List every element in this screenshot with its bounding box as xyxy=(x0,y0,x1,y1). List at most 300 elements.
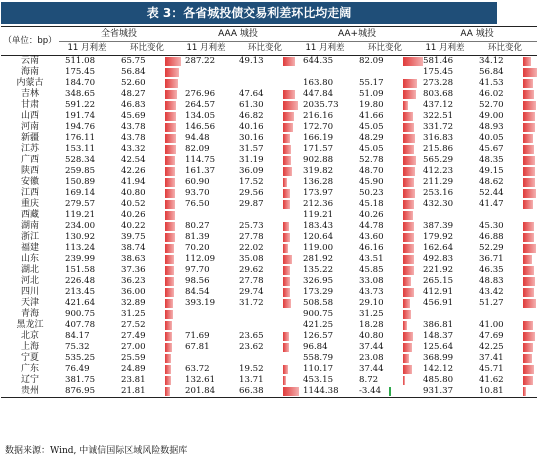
group-header-aa: AA 城投 xyxy=(417,27,537,42)
spread-cell: 76.49 xyxy=(65,364,90,374)
change-bar xyxy=(523,255,532,264)
spread-cell: 511.08 xyxy=(65,56,96,66)
change-cell xyxy=(473,111,537,122)
change-bar xyxy=(523,233,534,242)
change-value: 48.93 xyxy=(479,122,504,132)
change-cell xyxy=(473,353,537,364)
spread-cell: 146.56 xyxy=(185,122,216,132)
col-header-change: 环比变化 xyxy=(353,42,417,56)
change-value: 8.72 xyxy=(359,375,379,385)
change-cell xyxy=(233,56,297,68)
group-header-aaa: AAA 城投 xyxy=(179,27,297,42)
change-bar xyxy=(523,167,535,176)
change-value: 23.08 xyxy=(359,353,384,363)
change-cell xyxy=(473,375,537,386)
province-cell: 上海 xyxy=(20,342,39,352)
change-value: 37.44 xyxy=(359,342,384,352)
spread-cell: 126.57 xyxy=(303,331,334,341)
change-value: 32.89 xyxy=(121,298,146,308)
spread-table xyxy=(1,26,537,398)
change-value: 43.32 xyxy=(121,144,146,154)
change-value: 19.80 xyxy=(359,100,384,110)
spread-cell: 194.76 xyxy=(65,122,96,132)
change-value: 43.78 xyxy=(121,133,146,143)
change-value: 18.28 xyxy=(359,320,384,330)
change-value: 36.71 xyxy=(479,254,504,264)
change-bar xyxy=(523,299,536,308)
change-cell xyxy=(233,166,297,177)
change-value: 52.70 xyxy=(479,100,504,110)
spread-cell: 93.70 xyxy=(185,188,210,198)
change-value: 55.17 xyxy=(359,78,384,88)
change-bar xyxy=(403,200,414,209)
change-value: 30.16 xyxy=(239,133,264,143)
province-cell: 重庆 xyxy=(20,199,39,209)
change-bar xyxy=(165,145,176,154)
spread-cell: 142.12 xyxy=(423,364,454,374)
change-bar xyxy=(523,200,533,209)
table-row xyxy=(1,375,537,386)
change-cell xyxy=(115,221,179,232)
change-bar xyxy=(165,233,175,242)
table-row xyxy=(1,364,537,375)
change-value: 40.26 xyxy=(359,210,384,220)
table-row xyxy=(1,353,537,364)
change-bar xyxy=(283,277,290,286)
change-value: 41.00 xyxy=(479,320,504,330)
change-value: 10.81 xyxy=(479,386,504,396)
spread-cell: 130.92 xyxy=(65,232,96,242)
change-bar xyxy=(523,90,534,99)
change-cell xyxy=(353,111,417,122)
change-bar xyxy=(283,244,288,253)
change-value: 27.78 xyxy=(239,276,264,286)
spread-cell: 535.25 xyxy=(65,353,96,363)
table-body xyxy=(1,56,537,398)
change-value: 38.63 xyxy=(121,254,146,264)
province-cell: 黑龙江 xyxy=(16,320,44,330)
change-cell xyxy=(473,166,537,177)
change-value: 45.05 xyxy=(359,144,384,154)
change-bar xyxy=(165,255,174,264)
change-cell xyxy=(115,56,179,68)
spread-cell: 76.50 xyxy=(185,199,210,209)
province-cell: 山西 xyxy=(20,111,39,121)
change-value: 22.02 xyxy=(239,243,264,253)
change-cell xyxy=(115,353,179,364)
change-value: 48.29 xyxy=(359,133,384,143)
change-cell xyxy=(115,188,179,199)
change-bar xyxy=(165,365,171,374)
change-value: 31.72 xyxy=(239,298,264,308)
change-cell xyxy=(115,166,179,177)
spread-cell: 264.57 xyxy=(185,100,216,110)
change-bar xyxy=(523,387,526,396)
change-cell xyxy=(233,364,297,375)
spread-cell: 287.22 xyxy=(185,56,216,66)
table-row xyxy=(1,210,537,221)
province-cell: 安徽 xyxy=(20,177,39,187)
change-value: 40.22 xyxy=(121,221,146,231)
change-bar xyxy=(523,266,534,275)
change-value: 48.35 xyxy=(479,155,504,165)
province-cell: 江苏 xyxy=(20,144,39,154)
change-value: 17.52 xyxy=(239,177,264,187)
spread-cell: 900.75 xyxy=(65,309,96,319)
change-bar xyxy=(165,57,181,66)
change-cell xyxy=(473,67,537,78)
change-cell xyxy=(473,56,537,68)
spread-cell: 456.91 xyxy=(423,298,454,308)
change-value: 48.70 xyxy=(359,166,384,176)
spread-cell: 322.51 xyxy=(423,111,454,121)
spread-cell: 125.64 xyxy=(423,342,454,352)
change-bar xyxy=(165,277,174,286)
change-value: 40.52 xyxy=(121,199,146,209)
table-row xyxy=(1,386,537,398)
change-bar xyxy=(165,288,174,297)
spread-cell: 453.15 xyxy=(303,375,334,385)
change-value: 35.08 xyxy=(239,254,264,264)
change-bar xyxy=(523,376,533,385)
change-bar xyxy=(165,354,171,363)
change-cell xyxy=(473,309,537,320)
change-value: 41.66 xyxy=(359,111,384,121)
change-bar xyxy=(165,310,173,319)
spread-cell: 201.84 xyxy=(179,386,233,398)
change-cell xyxy=(115,133,179,144)
province-cell: 山东 xyxy=(20,254,39,264)
change-bar xyxy=(283,112,294,121)
spread-cell: 119.21 xyxy=(303,210,334,220)
change-bar xyxy=(283,145,291,154)
change-bar xyxy=(403,354,409,363)
spread-cell xyxy=(179,78,233,89)
spread-cell: 386.81 xyxy=(423,320,454,330)
change-bar xyxy=(283,178,287,187)
table-row xyxy=(1,298,537,309)
change-value: 36.09 xyxy=(239,166,264,176)
change-value: 45.85 xyxy=(359,265,384,275)
change-cell xyxy=(115,111,179,122)
change-value: 42.26 xyxy=(121,166,146,176)
change-value: 45.71 xyxy=(479,364,504,374)
change-cell xyxy=(473,100,537,111)
change-value: 45.30 xyxy=(479,221,504,231)
spread-cell: 213.45 xyxy=(65,287,96,297)
change-bar xyxy=(403,255,414,264)
change-cell xyxy=(353,199,417,210)
change-cell xyxy=(115,265,179,276)
table-row xyxy=(1,177,537,188)
spread-cell: 447.84 xyxy=(303,89,334,99)
spread-cell: 876.95 xyxy=(59,386,115,398)
change-value: 37.44 xyxy=(359,364,384,374)
spread-cell: 2035.73 xyxy=(303,100,339,110)
spread-cell: 412.23 xyxy=(423,166,454,176)
change-cell xyxy=(473,221,537,232)
change-bar xyxy=(283,299,291,308)
spread-cell xyxy=(179,309,233,320)
change-value: 25.73 xyxy=(239,221,264,231)
change-bar xyxy=(403,123,414,132)
change-value: 21.81 xyxy=(121,386,146,396)
province-cell: 宁夏 xyxy=(20,353,39,363)
change-bar xyxy=(283,101,298,110)
change-cell xyxy=(115,254,179,265)
change-bar xyxy=(165,211,175,220)
change-value: 40.16 xyxy=(239,122,264,132)
spread-cell: 175.45 xyxy=(423,67,454,77)
change-cell xyxy=(233,243,297,254)
change-cell xyxy=(115,67,179,78)
province-cell: 河北 xyxy=(20,276,39,286)
province-cell: 内蒙古 xyxy=(16,78,44,88)
spread-cell: 387.39 xyxy=(423,221,454,231)
spread-cell: 169.14 xyxy=(65,188,96,198)
change-value: 47.64 xyxy=(239,89,264,99)
change-cell xyxy=(233,67,297,78)
table-row xyxy=(1,309,537,320)
change-cell xyxy=(353,342,417,353)
change-bar xyxy=(165,101,176,110)
change-value: 27.49 xyxy=(121,331,146,341)
change-value: 27.00 xyxy=(121,342,146,352)
spread-cell: 67.81 xyxy=(185,342,210,352)
change-cell xyxy=(115,364,179,375)
province-cell: 北京 xyxy=(20,331,39,341)
change-bar xyxy=(283,266,290,275)
spread-cell xyxy=(179,353,233,364)
table-title: 表 3：各省城投债交易利差环比均走阔 xyxy=(1,2,497,24)
change-bar xyxy=(283,233,290,242)
change-value: 45.18 xyxy=(359,199,384,209)
spread-cell: 485.80 xyxy=(423,375,454,385)
change-value: 31.25 xyxy=(359,309,384,319)
change-cell xyxy=(353,155,417,166)
change-cell xyxy=(115,342,179,353)
change-cell xyxy=(473,276,537,287)
change-bar xyxy=(165,112,176,121)
change-cell xyxy=(233,309,297,320)
change-value: 46.83 xyxy=(121,100,146,110)
change-cell xyxy=(233,133,297,144)
spread-cell: 221.92 xyxy=(423,265,454,275)
change-cell xyxy=(233,276,297,287)
change-bar xyxy=(523,222,534,231)
change-cell xyxy=(353,177,417,188)
spread-cell: 211.29 xyxy=(423,177,454,187)
change-bar xyxy=(283,189,290,198)
change-cell xyxy=(353,122,417,133)
table-row xyxy=(1,243,537,254)
spread-cell: 113.24 xyxy=(65,243,96,253)
change-bar xyxy=(523,79,533,88)
change-value: 38.74 xyxy=(121,243,146,253)
change-cell xyxy=(115,155,179,166)
spread-cell: 150.89 xyxy=(65,177,96,187)
group-header-aa-plus: AA+城投 xyxy=(297,27,417,42)
change-cell xyxy=(233,353,297,364)
spread-cell: 163.80 xyxy=(303,78,334,88)
change-value: 56.84 xyxy=(121,67,146,77)
change-cell xyxy=(233,265,297,276)
change-value: 48.27 xyxy=(121,89,146,99)
change-bar xyxy=(403,134,415,143)
spread-cell: 437.12 xyxy=(423,100,454,110)
change-bar xyxy=(403,299,410,308)
change-bar xyxy=(283,255,292,264)
change-cell xyxy=(115,287,179,298)
change-cell xyxy=(353,254,417,265)
change-bar xyxy=(165,266,174,275)
col-header-spread: 11 月利差 xyxy=(297,42,353,56)
change-cell xyxy=(115,276,179,287)
table-row xyxy=(1,155,537,166)
spread-cell: 393.19 xyxy=(185,298,216,308)
change-cell xyxy=(353,166,417,177)
change-value: 66.38 xyxy=(239,386,264,396)
change-cell xyxy=(353,133,417,144)
change-value: 48.62 xyxy=(479,177,504,187)
province-cell: 云南 xyxy=(20,56,39,66)
spread-cell: 96.84 xyxy=(303,342,328,352)
change-cell xyxy=(115,177,179,188)
spread-cell: 119.21 xyxy=(65,210,96,220)
change-cell xyxy=(233,254,297,265)
spread-cell: 81.39 xyxy=(185,232,210,242)
change-cell xyxy=(353,210,417,221)
change-bar xyxy=(165,299,173,308)
spread-cell: 316.83 xyxy=(423,133,454,143)
change-cell xyxy=(233,386,297,398)
table-row xyxy=(1,133,537,144)
change-value: 23.62 xyxy=(239,342,264,352)
spread-cell: 97.70 xyxy=(185,265,210,275)
change-cell xyxy=(233,188,297,199)
change-bar xyxy=(165,376,171,385)
change-bar xyxy=(283,343,289,352)
spread-cell: 234.00 xyxy=(65,221,96,231)
change-value: 42.25 xyxy=(479,342,504,352)
spread-cell: 276.96 xyxy=(185,89,216,99)
spread-cell: 902.88 xyxy=(303,155,334,165)
change-cell xyxy=(353,67,417,78)
spread-cell: 153.11 xyxy=(65,144,96,154)
spread-cell: 581.46 xyxy=(423,56,454,66)
change-bar xyxy=(403,332,413,341)
change-cell xyxy=(353,232,417,243)
change-cell xyxy=(473,122,537,133)
change-cell xyxy=(353,144,417,155)
change-cell xyxy=(353,221,417,232)
spread-cell: 98.56 xyxy=(185,276,210,286)
change-bar xyxy=(403,288,414,297)
province-cell: 江西 xyxy=(20,188,39,198)
change-cell xyxy=(353,276,417,287)
change-bar xyxy=(283,156,291,165)
spread-cell: 161.37 xyxy=(185,166,216,176)
spread-cell: 176.11 xyxy=(65,133,96,143)
change-bar xyxy=(403,79,416,88)
spread-cell: 281.92 xyxy=(303,254,334,264)
spread-cell xyxy=(417,210,473,221)
change-bar xyxy=(523,156,535,165)
change-value: 45.05 xyxy=(359,122,384,132)
change-value: 52.44 xyxy=(479,188,504,198)
change-bar xyxy=(283,376,286,385)
table-row xyxy=(1,100,537,111)
spread-cell: 265.15 xyxy=(423,276,454,286)
spread-cell: 171.57 xyxy=(303,144,334,154)
change-value: 41.47 xyxy=(479,199,504,209)
change-bar xyxy=(283,222,289,231)
header-row-groups xyxy=(1,27,537,42)
change-value: 43.73 xyxy=(359,287,384,297)
col-header-spread: 11 月利差 xyxy=(59,42,115,56)
change-value: 52.60 xyxy=(121,78,146,88)
change-cell xyxy=(233,144,297,155)
change-value: 25.59 xyxy=(121,353,146,363)
spread-cell: 112.09 xyxy=(185,254,216,264)
table-row xyxy=(1,276,537,287)
spread-cell: 173.97 xyxy=(303,188,334,198)
change-value: 41.62 xyxy=(479,375,504,385)
change-value: 34.12 xyxy=(479,56,504,66)
change-cell xyxy=(233,155,297,166)
spread-cell: 71.69 xyxy=(185,331,210,341)
province-cell: 新疆 xyxy=(20,133,39,143)
province-cell: 湖北 xyxy=(20,265,39,275)
spread-cell xyxy=(179,320,233,331)
table-row xyxy=(1,89,537,100)
spread-cell: 162.64 xyxy=(423,243,454,253)
change-cell xyxy=(233,232,297,243)
change-bar xyxy=(165,134,176,143)
change-value: 44.78 xyxy=(359,221,384,231)
change-value: 43.42 xyxy=(479,287,504,297)
table-row xyxy=(1,166,537,177)
change-bar xyxy=(523,343,533,352)
spread-cell: 132.61 xyxy=(185,375,216,385)
change-bar xyxy=(523,365,534,374)
table-row xyxy=(1,122,537,133)
change-value: 50.23 xyxy=(359,188,384,198)
change-cell xyxy=(115,122,179,133)
change-value: 31.25 xyxy=(121,309,146,319)
table-row xyxy=(1,287,537,298)
change-cell xyxy=(233,100,297,111)
change-bar xyxy=(165,200,175,209)
province-cell: 河南 xyxy=(20,122,39,132)
spread-cell: 348.65 xyxy=(65,89,96,99)
change-value: 37.41 xyxy=(479,353,504,363)
spread-cell xyxy=(179,67,233,78)
table-row xyxy=(1,342,537,353)
spread-cell: 151.58 xyxy=(65,265,96,275)
change-cell xyxy=(353,287,417,298)
change-bar xyxy=(403,277,411,286)
change-bar xyxy=(523,189,536,198)
change-cell xyxy=(353,309,417,320)
change-cell xyxy=(115,243,179,254)
spread-cell: 421.64 xyxy=(65,298,96,308)
change-value: 65.75 xyxy=(121,56,146,66)
spread-cell: 259.85 xyxy=(65,166,96,176)
change-bar xyxy=(283,90,295,99)
province-cell: 青海 xyxy=(20,309,39,319)
province-cell: 陕西 xyxy=(20,166,39,176)
